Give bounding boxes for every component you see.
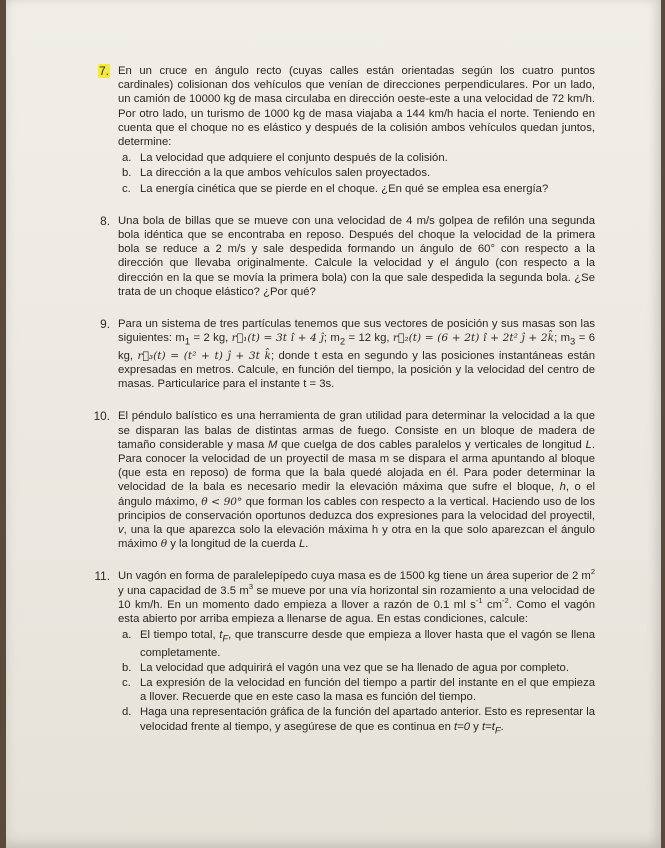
item-label: d. — [122, 706, 132, 719]
item-text: La energía cinética que se pierde en el choque. ¿En qué se emplea esa energía? — [140, 182, 549, 195]
list-item — [118, 676, 595, 704]
problem-number: 10. — [93, 409, 110, 424]
problem-7 — [80, 64, 595, 196]
problem-text: En un cruce en ángulo recto (cuyas calles están orientadas según los cuatro puntos cardinales) colisionan dos vehículos que venían de direcciones perpendiculares. Por un lado, un camión de 10000 kg de masa circulaba en dirección oeste-este a una velocidad de 72 km/h. Por otro lado, un turismo de 1000 kg de masa viajaba a 144 km/h hacia el norte. Teniendo en cuenta que el choque no es elástico y después de la colisión ambos vehículos quedan juntos, determine: — [118, 65, 595, 149]
problem-9 — [80, 317, 595, 391]
subquestion-list — [118, 151, 595, 196]
item-label: a. — [122, 152, 132, 165]
subquestion-list — [118, 628, 595, 737]
problem-8 — [80, 214, 595, 299]
equation: r⃗₂(t) = (6 + 2t) î + 2t² ĵ + 2k̂ — [392, 332, 555, 345]
problem-text: Una bola de billas que se mueve con una velocidad de 4 m/s golpea de refilón una segunda bola idéntica que se encontraba en reposo. Después del choque la velocidad de la primera bola se reduce a 2 m/s y sale despedida formando un ángulo de 60° con respecto a la dirección que llevaba originalmente. Calcule la velocidad y el ángulo (con respecto a la dirección en la que se movía la primera bola) con la que sale despedida la segunda bola. ¿Se trata de un choque elástico? ¿Por qué? — [118, 214, 595, 298]
list-item — [118, 182, 595, 196]
list-item: a. El tiempo total, $t_F$, que transcurre desde que empieza a llover hasta que el vagón se llena completamente. — [122, 629, 595, 659]
problem-number: 9. — [100, 317, 110, 332]
problem-text: Para un sistema de tres partículas tenemos que sus vectores de posición y sus masas son las siguientes: $m_1 = 2$ kg, r⃗₁(t) = 3t î + 4 ĵ; $m_2 = 12$ kg, r⃗₂(t) = (6 + 2t) î + 2t² ĵ + 2k̂; $m_3 = 6$ kg, r⃗₃(t) = (t² + t) ĵ + 3t k̂; donde t esta en segundo y las posiciones instantáneas están expresadas en metros. Calcule, en función del tiempo, la posición y la velocidad del centro de masas. Particularice para el instante t = 3s. — [118, 318, 595, 391]
problem-10 — [80, 409, 595, 551]
problem-11 — [80, 569, 595, 737]
problem-number: 11. — [94, 569, 110, 584]
problem-sheet — [80, 64, 595, 755]
list-item: d. Haga una representación gráfica de la función del apartado anterior. Esto es representar la velocidad frente al tiempo, y asegúrese de que es continua en t=0 y $t=t_F$. — [122, 706, 595, 735]
item-text: La expresión de la velocidad en función del tiempo a partir del instante en el que empieza a llover. Recuerde que en este caso la masa es función del tiempo. — [140, 677, 595, 704]
item-label: b. — [122, 167, 132, 180]
equation: r⃗₃(t) = (t² + t) ĵ + 3t k̂ — [137, 349, 271, 362]
list-item — [118, 166, 595, 180]
item-label: b. — [122, 661, 132, 674]
paper-sheet — [6, 0, 661, 848]
highlighted-number: 7. — [99, 64, 109, 78]
item-label: c. — [122, 677, 131, 690]
item-text: La dirección a la que ambos vehículos salen proyectados. — [140, 167, 431, 180]
equation: r⃗₁(t) = 3t î + 4 ĵ — [231, 332, 324, 345]
list-item — [118, 661, 595, 675]
item-text: La velocidad que adquiere el conjunto después de la colisión. — [140, 152, 448, 165]
item-label: a. — [122, 629, 132, 642]
problem-text: El péndulo balístico es una herramienta de gran utilidad para determinar la velocidad a la que se disparan las balas de distintas armas de fuego. Consiste en un bloque de madera de tamaño considerable y masa M que cuelga de dos cables paralelos y verticales de longitud L. Para conocer la velocidad de un proyectil de masa m se dispara el arma apuntando al bloque (que esta en reposo) de forma que la bala quedé alojada en él. Para poder determinar la velocidad de la bala es necesario medir la elevación máxima que sufre el bloque, h, o el ángulo máximo, θ < 90° que forman los cables con respecto a la vertical. Haciendo uso de los principios de conservación oportunos deduzca dos expresiones para la velocidad del proyectil, v, una la que aparezca solo la elevación máxima h y otra en la que solo aparezcan el ángulo máximo θ y la longitud de la cuerda L. — [118, 410, 595, 551]
item-text: La velocidad que adquirirá el vagón una vez que se ha llenado de agua por completo. — [140, 661, 569, 674]
problem-number — [80, 64, 110, 78]
problem-text: Un vagón en forma de paralelepípedo cuya masa es de 1500 kg tiene un área superior de 2 $m^2$ y una capacidad de 3.5 $m^3$ se mueve por una vía horizontal sin rozamiento a una velocidad de 10 km/h. En un momento dado empieza a llover a razón de 0.1 ml $s^{-1}$ $cm^{-2}$. Como el vagón esta abierto por arriba empieza a llenarse de agua. En estas condiciones, calcule: — [118, 567, 596, 625]
problem-number: 8. — [100, 213, 110, 228]
item-label: c. — [122, 182, 131, 195]
list-item — [118, 151, 595, 165]
